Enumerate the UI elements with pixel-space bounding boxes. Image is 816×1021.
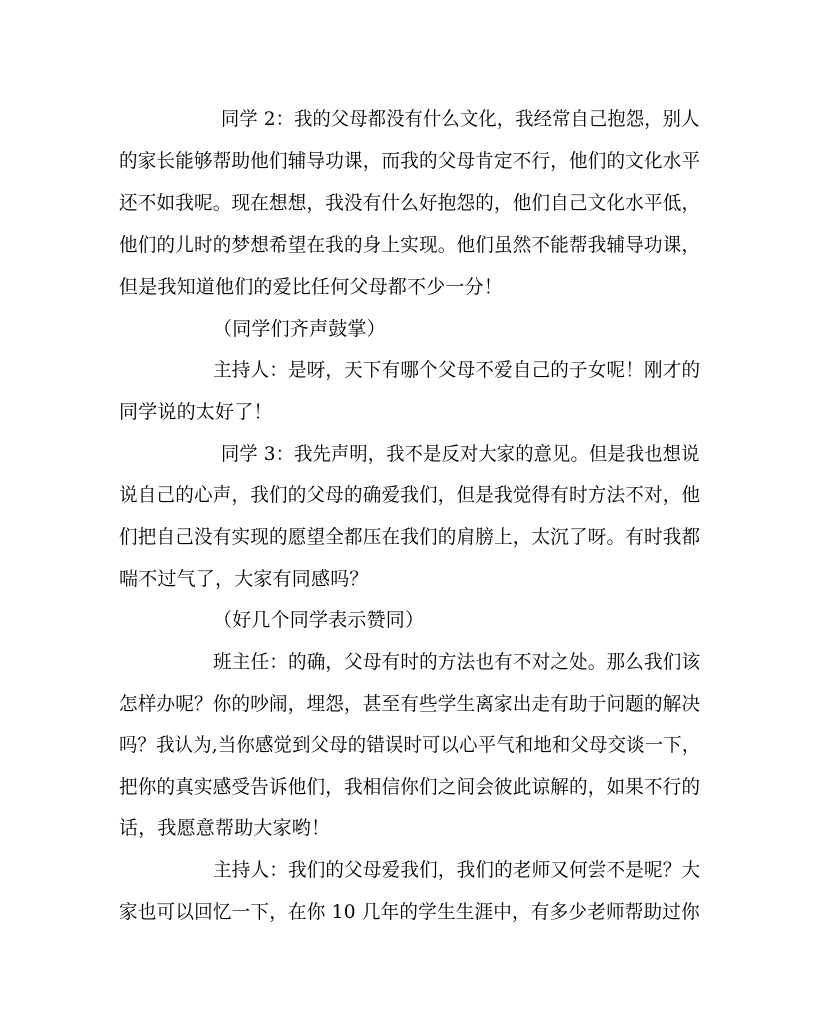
text-line: 主持人：是呀，天下有哪个父母不爱自己的子女呢！刚才的 (213, 359, 701, 381)
text-line: 同学 2：我的父母都没有什么文化，我经常自己抱怨，别人 (221, 108, 700, 130)
text-line: 同学 3：我先声明，我不是反对大家的意见。但是我也想说 (221, 443, 700, 465)
text-line: 喘不过气了，大家有同感吗？ (119, 568, 369, 590)
text-line: 说自己的心声，我们的父母的确爱我们，但是我觉得有时方法不对，他 (119, 484, 701, 506)
text-line: 同学说的太好了！ (119, 401, 273, 423)
text-line: （好几个同学表示赞同） (213, 609, 425, 631)
text-line: 怎样办呢？你的吵闹，埋怨，甚至有些学生离家出走有助于问题的解决 (119, 693, 701, 715)
text-line: （同学们齐声鼓掌） (213, 318, 386, 340)
text-line: 的家长能够帮助他们辅导功课，而我的父母肯定不行，他们的文化水平 (119, 150, 701, 172)
text-line: 班主任：的确，父母有时的方法也有不对之处。那么我们该 (213, 651, 701, 673)
text-line: 但是我知道他们的爱比任何父母都不少一分！ (119, 276, 504, 298)
text-line: 吗？我认为,当你感觉到父母的错误时可以心平气和地和父母交谈一下， (119, 734, 701, 756)
text-line: 还不如我呢。现在想想，我没有什么好抱怨的，他们自己文化水平低， (119, 192, 701, 214)
text-line: 家也可以回忆一下，在你 10 几年的学生生涯中，有多少老师帮助过你 (119, 901, 700, 923)
text-line: 他们的儿时的梦想希望在我的身上实现。他们虽然不能帮我辅导功课， (119, 234, 701, 256)
text-line: 主持人：我们的父母爱我们，我们的老师又何尝不是呢？大 (213, 859, 701, 881)
text-line: 话，我愿意帮助大家哟！ (119, 817, 331, 839)
text-line: 们把自己没有实现的愿望全都压在我们的肩膀上，太沉了呀。有时我都 (119, 526, 701, 548)
text-line: 把你的真实感受告诉他们，我相信你们之间会彼此谅解的，如果不行的 (119, 776, 701, 798)
